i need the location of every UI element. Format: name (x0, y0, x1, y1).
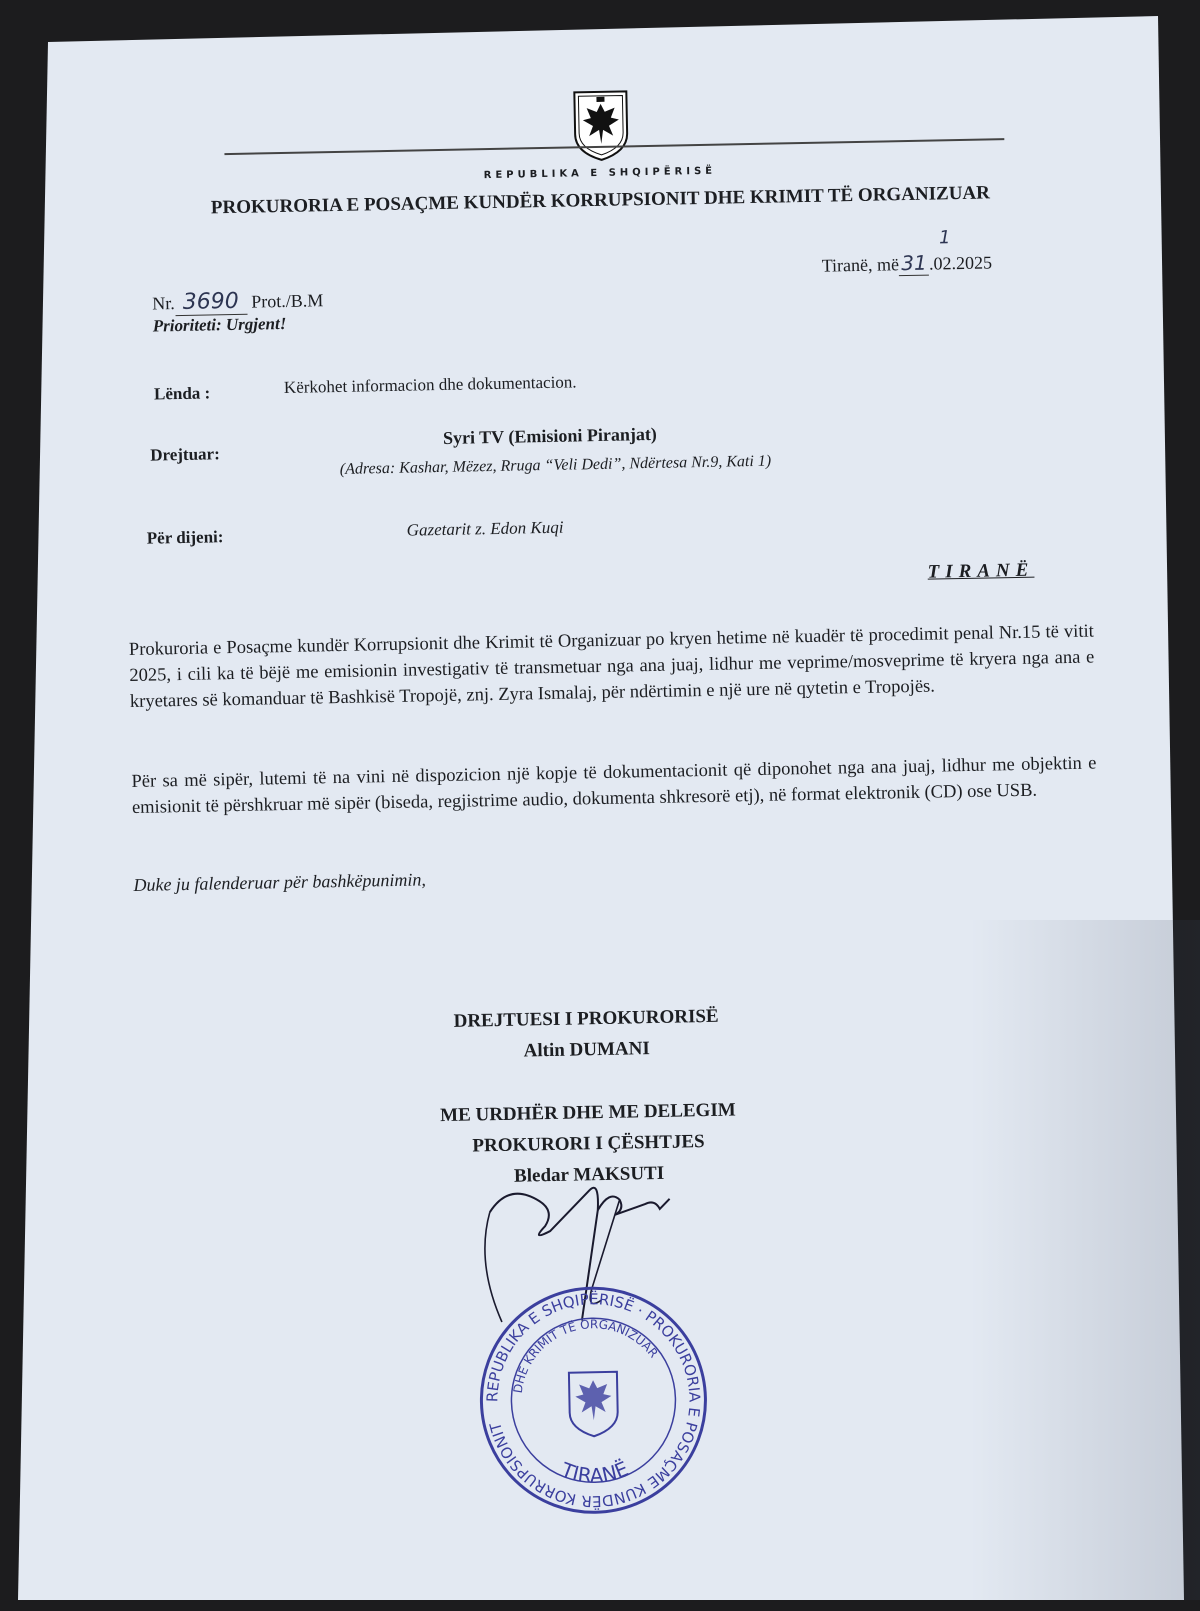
stamp-emblem-icon (569, 1372, 618, 1437)
nr-prefix: Nr. (152, 293, 175, 314)
date-month-correction: 1 (938, 227, 951, 249)
head-title: DREJTUESI I PROKURORISË (453, 1005, 719, 1032)
priority-label: Prioriteti: Urgjent! (152, 313, 287, 336)
date-year: .2025 (951, 252, 993, 274)
stamp-inner-text: DHE KRIMIT TË ORGANIZUAR (510, 1317, 661, 1395)
date-day-handwritten: 31 (899, 251, 929, 277)
document-date: Tiranë, më31 . 1 02.2025 (821, 227, 993, 276)
nr-number-handwritten: 3690 (175, 289, 247, 316)
institution-name: PROKURORIA E POSAÇME KUNDËR KORRUPSIONIT DHE KRIMIT TË ORGANIZUAR (210, 182, 991, 219)
subject-label: Lënda : (153, 383, 211, 404)
addressee-value: Syri TV (Emisioni Piranjat) (442, 423, 658, 448)
prosecutor-name: Bledar MAKSUTI (513, 1162, 665, 1187)
nr-suffix: Prot./B.M (246, 290, 324, 312)
body-paragraph-1: Prokuroria e Posaçme kundër Korrupsionit dhe Krimit të Organizuar po kryen hetime në kuadër të procedimit penal Nr.15 të vitit 2025, i cili ka të bëjë me emisionin investigativ të transmetuar nga ana juaj, lidhur me veprime/mosveprime të kryera nga ana e kryetares së komanduar të Bashkisë Tropojë, znj. Zyra Ismalaj, për ndërtimin e një ure në qytetin e Tropojës. (128, 621, 1095, 713)
date-prefix: Tiranë, më (821, 254, 900, 276)
date-month: 02 (933, 253, 952, 274)
photo-shadow (970, 920, 1200, 1600)
cc-value: Gazetarit z. Edon Kuqi (406, 517, 564, 540)
protocol-number (152, 287, 323, 316)
subject-value: Kërkohet informacion dhe dokumentacion. (283, 372, 577, 398)
albania-emblem-icon (570, 87, 631, 162)
place-heading: TIRANË (927, 559, 1035, 583)
official-stamp (471, 1278, 716, 1523)
cc-label: Për dijeni: (146, 527, 224, 548)
head-signature-block (366, 999, 807, 1069)
country-name: REPUBLIKA E SHQIPËRISË (483, 165, 717, 182)
svg-text:TIRANË (557, 1456, 632, 1489)
addressee-label: Drejtuar: (150, 444, 220, 465)
addressee-address: (Adresa: Kashar, Mëzez, Rruga “Veli Dedi”, Ndërtesa Nr.9, Kati 1) (339, 452, 772, 478)
stamp-city: TIRANË (558, 1456, 632, 1488)
body-paragraph-2: Për sa më sipër, lutemi të na vini në dispozicion një kopje të dokumentacionit që diponohet nga ana juaj, lidhur me objektin e emisionit të përshkruar më sipër (biseda, regjistrime audio, dokumenta shkresorë etj), në format elektronik (CD) ose USB. (131, 753, 1097, 819)
closing-line: Duke ju falenderuar për bashkëpunimin, (133, 869, 427, 895)
stamp-outer-text: REPUBLIKA E SHQIPËRISË · PROKURORIA E POSAÇME KUNDËR KORRUPSIONIT (483, 1290, 704, 1511)
delegation-line-1: ME URDHËR DHE ME DELEGIM (439, 1099, 736, 1127)
head-name: Altin DUMANI (523, 1038, 650, 1062)
delegation-line-2: PROKURORI I ÇËSHTJES (472, 1131, 705, 1157)
